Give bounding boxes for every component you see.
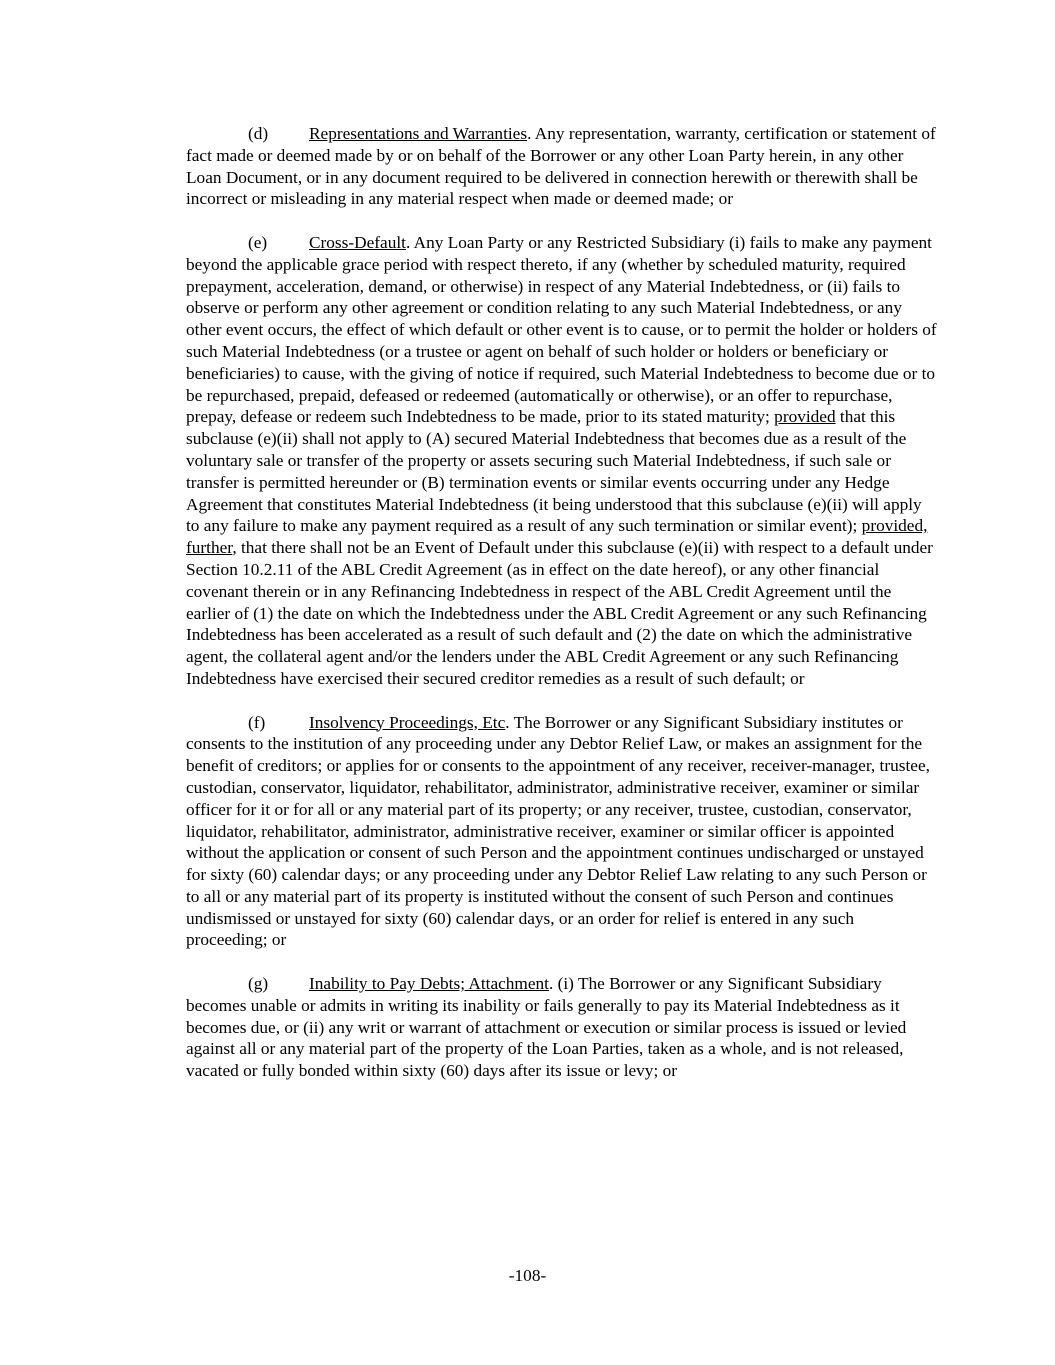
paragraph-heading: Representations and Warranties xyxy=(309,124,528,143)
paragraph-text: . (i) The Borrower or any Significant Subsidiary becomes unable or admits in writing its inability or fails generally to pay its Material Indebtedness as it becomes due, or (ii) any writ or warrant of attachment or execution or similar process is issued or levied against all or any material part of the property of the Loan Parties, taken as a whole, and is not released, vacated or fully bonded within sixty (60) days after its issue or levy; or xyxy=(186,974,907,1081)
paragraph-label: (e) xyxy=(248,232,268,252)
paragraph-text: . Any Loan Party or any Restricted Subsidiary (i) fails to make any payment beyond the applicable grace period with respect thereto, if any (whether by scheduled maturity, required prepayment, acceleration, demand, or otherwise) in respect of any Material Indebtedness, or (ii) fails to observe or perform any other agreement or condition relating to any such Material Indebtedness, or any other event occurs, the effect of which default or other event is to cause, or to permit the holder or holders of such Material Indebtedness (or a trustee or agent on behalf of such holder or holders or beneficiary or beneficiaries) to cause, with the giving of notice if required, such Material Indebtedness to become due or to be repurchased, prepaid, defeased or redeemed (automatically or otherwise), or an offer to repurchase, prepay, defease or redeem such Indebtedness to be made, prior to its stated maturity; xyxy=(186,232,937,427)
paragraph-f xyxy=(186,712,938,952)
document-body xyxy=(186,123,938,1104)
paragraph-label: (g) xyxy=(248,974,269,994)
paragraph-g xyxy=(186,973,938,1082)
paragraph-text: , that there shall not be an Event of Default under this subclause (e)(ii) with respect to a default under Section 10.2.11 of the ABL Credit Agreement (as in effect on the date hereof), or any other financial covenant therein or in any Refinancing Indebtedness in respect of the ABL Credit Agreement until the earlier of (1) the date on which the Indebtedness under the ABL Credit Agreement or any such Refinancing Indebtedness has been accelerated as a result of such default and (2) the date on which the administrative agent, the collateral agent and/or the lenders under the ABL Credit Agreement or any such Refinancing Indebtedness have exercised their secured creditor remedies as a result of such default; or xyxy=(186,538,933,688)
paragraph-label: (d) xyxy=(248,124,269,143)
provided-term: provided xyxy=(774,407,836,427)
paragraph-d xyxy=(186,123,938,210)
page-number: -108- xyxy=(508,1266,547,1285)
paragraph-heading: Cross-Default xyxy=(309,232,406,252)
paragraph-text: that this subclause (e)(ii) shall not apply to (A) secured Material Indebtedness that becomes due as a result of the voluntary sale or transfer of the property or assets securing such Material Indebtedness, if such sale or transfer is permitted hereunder or (B) termination events or similar events occurring under any Hedge Agreement that constitutes Material Indebtedness (it being understood that this subclause (e)(ii) will apply to any failure to make any payment required as a result of any such termination or similar event); xyxy=(186,407,922,536)
paragraph-e xyxy=(186,232,938,690)
provided-further-term: provided, further xyxy=(186,516,928,558)
paragraph-text: . Any representation, warranty, certification or statement of fact made or deemed made by or on behalf of the Borrower or any other Loan Party herein, in any other Loan Document, or in any document required to be delivered in connection herewith or therewith shall be incorrect or misleading in any material respect when made or deemed made; or xyxy=(186,124,936,209)
paragraph-heading: Insolvency Proceedings, Etc xyxy=(309,712,506,732)
paragraph-label: (f) xyxy=(248,712,266,732)
paragraph-heading: Inability to Pay Debts; Attachment xyxy=(309,974,549,994)
paragraph-text: . The Borrower or any Significant Subsidiary institutes or consents to the institution of any proceeding under any Debtor Relief Law, or makes an assignment for the benefit of creditors; or applies for or consents to the appointment of any receiver, receiver-manager, trustee, custodian, conservator, liquidator, rehabilitator, administrator, administrative receiver, examiner or similar officer for it or for all or any material part of its property; or any receiver, trustee, custodian, conservator, liquidator, rehabilitator, administrator, administrative receiver, examiner or similar officer is appointed without the application or consent of such Person and the appointment continues undischarged or unstayed for sixty (60) calendar days; or any proceeding under any Debtor Relief Law relating to any such Person or to all or any material part of its property is instituted without the consent of such Person and continues undismissed or unstayed for sixty (60) calendar days, or an order for relief is entered in any such proceeding; or xyxy=(186,712,930,950)
